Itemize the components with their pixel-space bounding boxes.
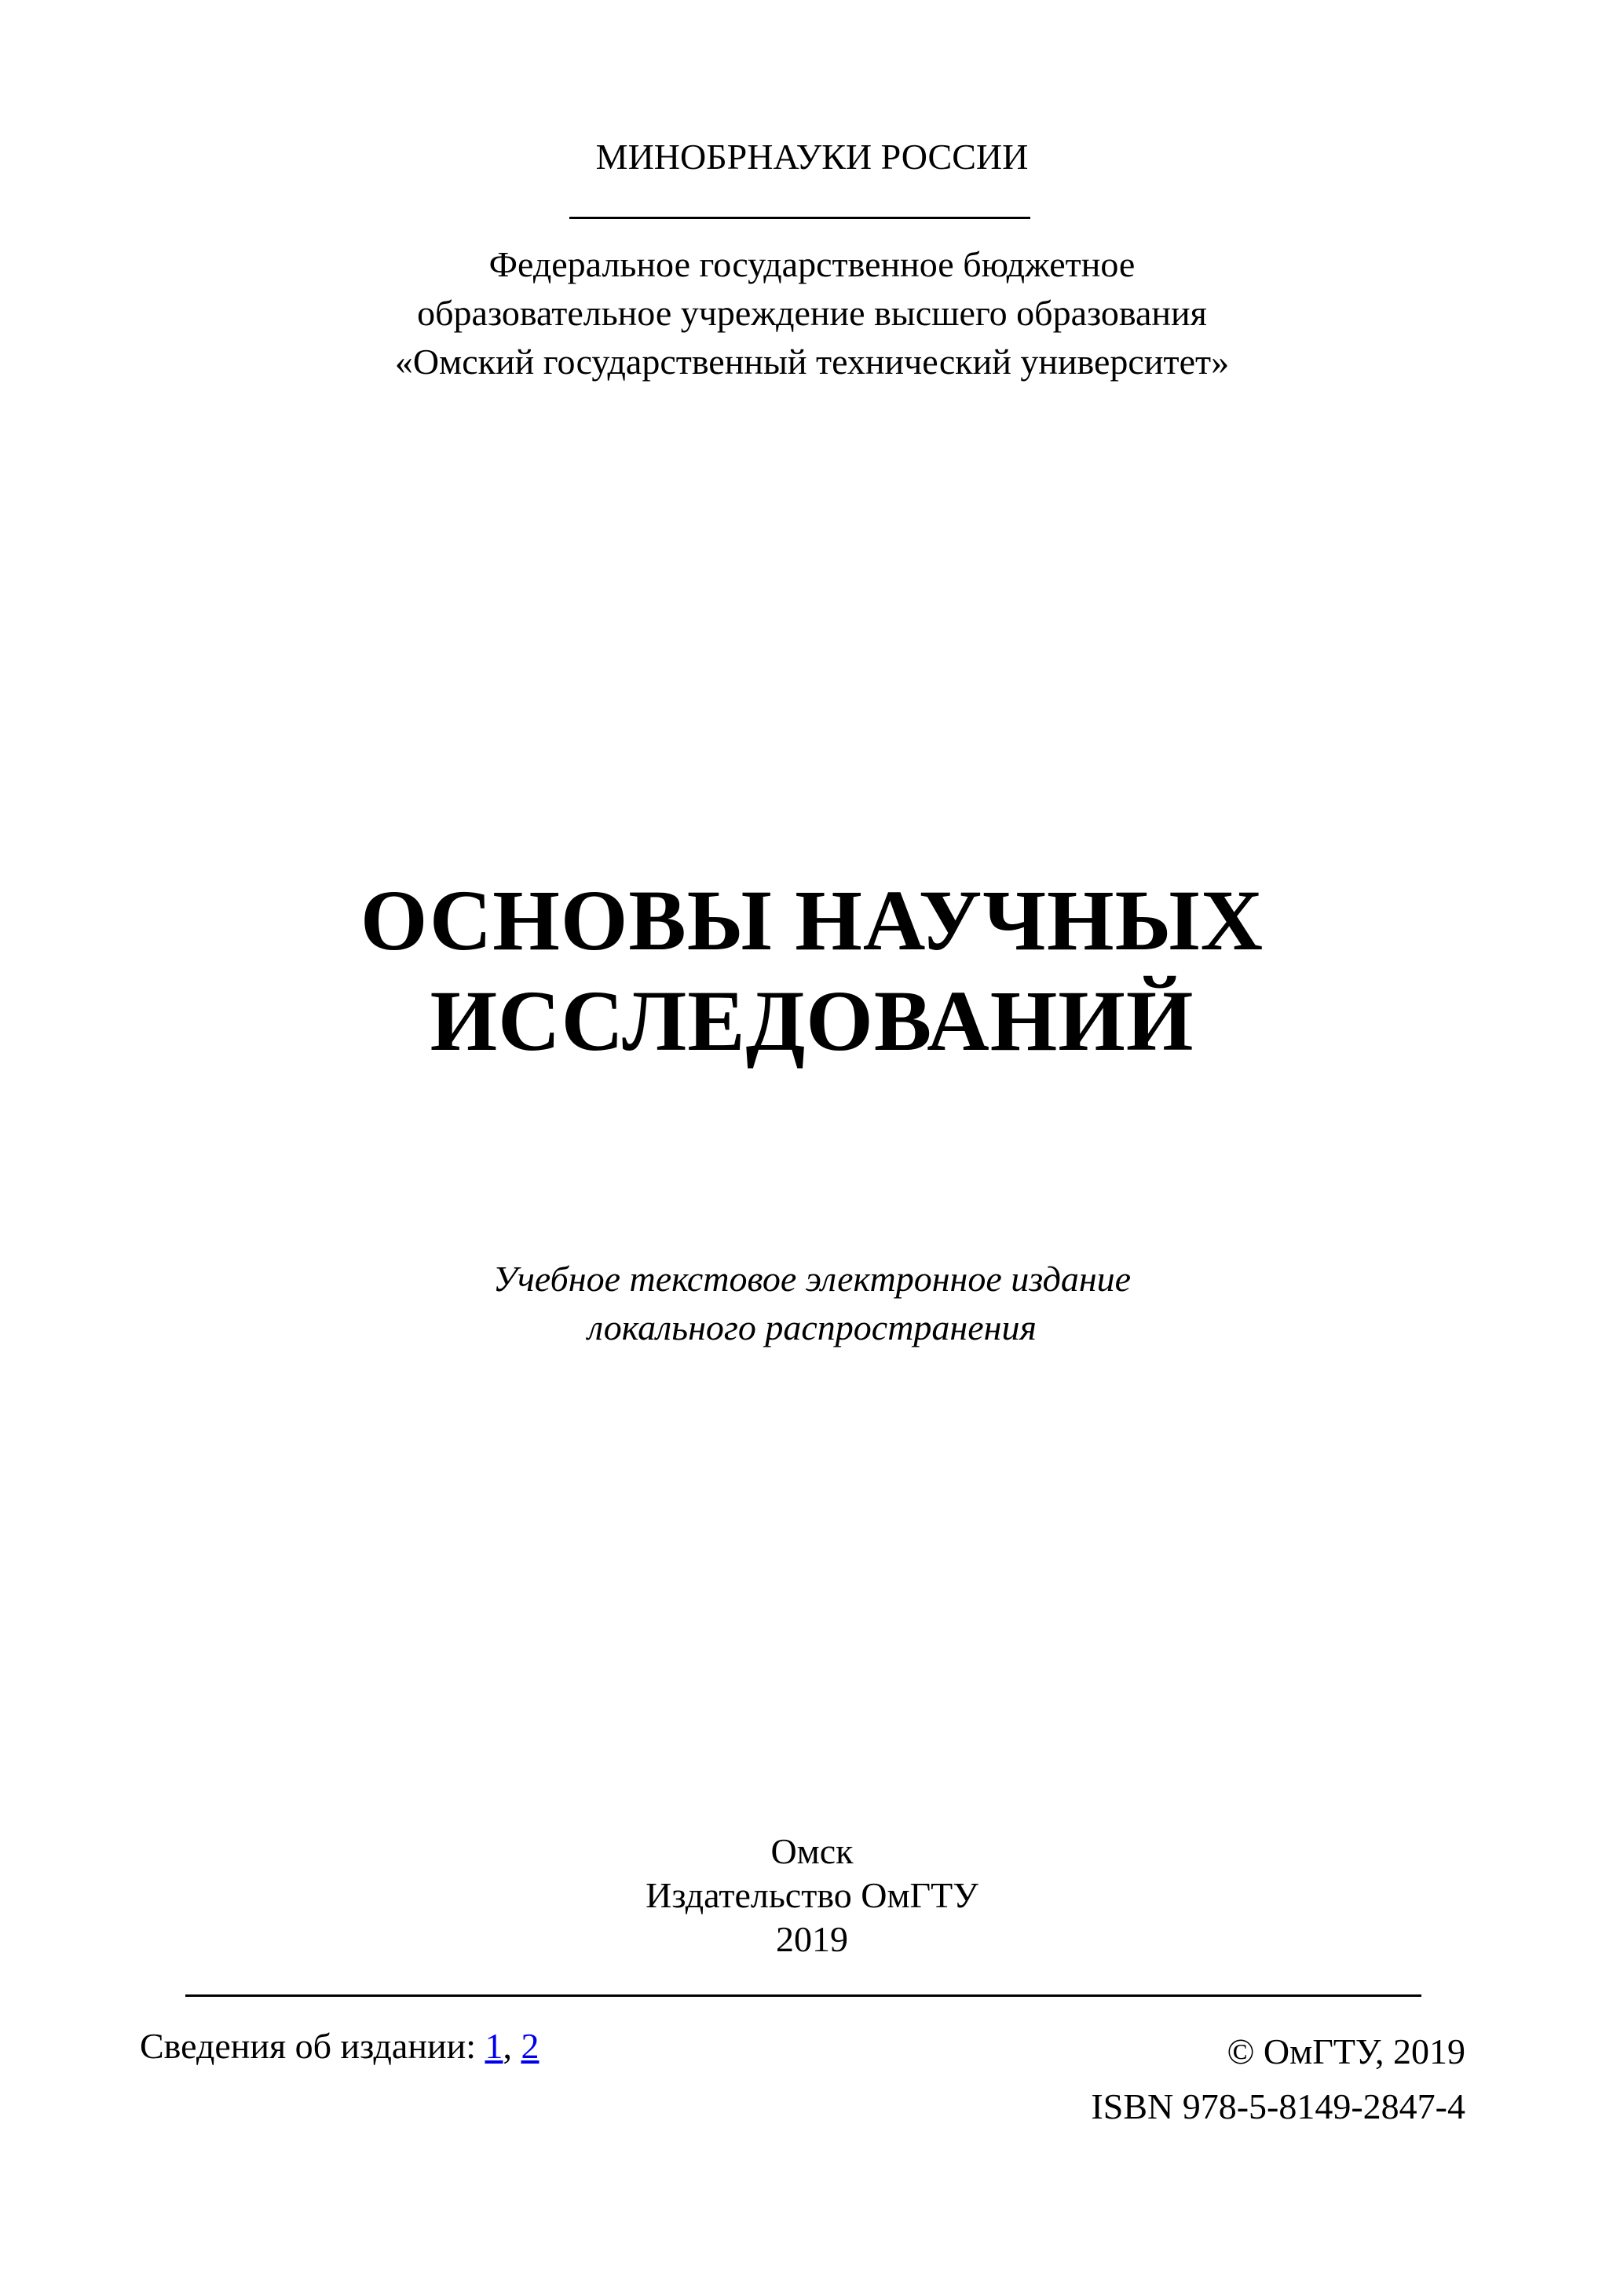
institution-name bbox=[0, 240, 1624, 386]
edition-info-label: Сведения об издании: bbox=[140, 2026, 485, 2066]
ministry-name: МИНОБРНАУКИ РОССИИ bbox=[595, 137, 1029, 177]
edition-info bbox=[140, 2024, 539, 2068]
edition-type-line-2: локального распространения bbox=[587, 1307, 1037, 1347]
publication-details bbox=[1091, 2024, 1465, 2134]
footer-divider bbox=[185, 1994, 1421, 1997]
imprint bbox=[0, 1830, 1624, 1961]
institution-line-3: «Омский государственный технический университет» bbox=[394, 342, 1230, 382]
imprint-publisher: Издательство ОмГТУ bbox=[646, 1875, 978, 1915]
imprint-year: 2019 bbox=[776, 1919, 848, 1959]
edition-info-link-1[interactable]: 1 bbox=[485, 2026, 503, 2066]
edition-info-separator: , bbox=[503, 2026, 521, 2066]
institution-line-2: образовательное учреждение высшего образования bbox=[417, 293, 1207, 333]
ministry-divider bbox=[569, 217, 1030, 219]
book-title-line-1: ОСНОВЫ НАУЧНЫХ bbox=[360, 872, 1264, 968]
book-title-line-2: ИССЛЕДОВАНИЙ bbox=[430, 973, 1194, 1069]
copyright-notice: © ОмГТУ, 2019 bbox=[1227, 2031, 1465, 2071]
edition-type-line-1: Учебное текстовое электронное издание bbox=[492, 1259, 1132, 1299]
book-title bbox=[0, 870, 1624, 1071]
isbn: ISBN 978-5-8149-2847-4 bbox=[1091, 2086, 1465, 2126]
edition-info-link-2[interactable]: 2 bbox=[521, 2026, 540, 2066]
edition-type bbox=[0, 1255, 1624, 1352]
institution-line-1: Федеральное государственное бюджетное bbox=[488, 244, 1136, 284]
imprint-city: Омск bbox=[770, 1831, 854, 1871]
